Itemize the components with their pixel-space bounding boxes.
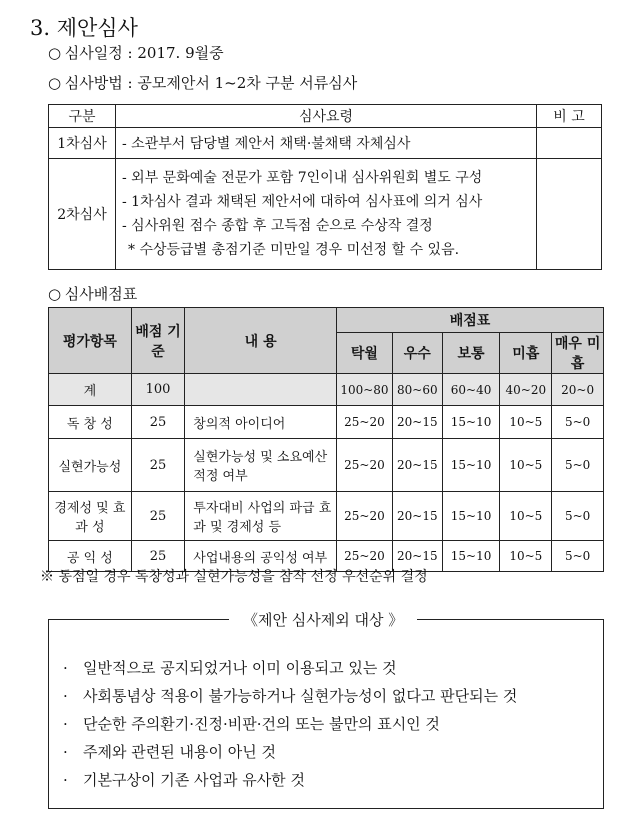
schedule-line (48, 42, 224, 63)
section-number: 3. (30, 16, 51, 40)
exclusion-list (63, 654, 517, 794)
score-range: 20~15 (392, 439, 442, 492)
dot-bullet-icon: · (63, 659, 68, 677)
score-range: 20~15 (392, 541, 442, 572)
review-item: - 1차심사 결과 채택된 제안서에 대하여 심사표에 의거 심사 (122, 194, 483, 210)
list-item-text: 사회통념상 적용이 불가능하거나 실현가능성이 없다고 판단되는 것 (83, 687, 518, 705)
list-item-text: 일반적으로 공지되었거나 이미 이용되고 있는 것 (83, 659, 397, 677)
list-item (63, 738, 517, 766)
review-stage: 2차심사 (49, 159, 116, 270)
total-range: 20~0 (552, 374, 604, 406)
review-item: - 소관부서 담당별 제안서 채택·불채택 자체심사 (122, 136, 411, 152)
score-range: 15~10 (442, 492, 500, 541)
score-range: 10~5 (500, 492, 552, 541)
section-title (30, 12, 138, 42)
score-heading (48, 283, 137, 304)
total-content (185, 374, 337, 406)
exclusion-box (48, 611, 604, 809)
score-range: 20~15 (392, 406, 442, 439)
review-row-1 (49, 128, 602, 159)
score-table (48, 307, 604, 572)
score-row (49, 406, 604, 439)
exclusion-title: 《제안 심사제외 대상 》 (229, 609, 417, 630)
score-heading-label: 심사배점표 (64, 285, 138, 303)
grade-excellent: 탁월 (337, 333, 393, 374)
score-range: 25~20 (337, 406, 393, 439)
review-note (537, 128, 602, 159)
list-item (63, 682, 517, 710)
score-range: 20~15 (392, 492, 442, 541)
review-row-2 (49, 159, 602, 270)
review-item: - 심사위원 점수 종합 후 고득점 순으로 수상작 결정 (122, 218, 433, 234)
score-range: 10~5 (500, 406, 552, 439)
score-range: 5~0 (552, 541, 604, 572)
list-item (63, 766, 517, 794)
score-range: 5~0 (552, 439, 604, 492)
list-item (63, 710, 517, 738)
total-range: 60~40 (442, 374, 500, 406)
score-header-row-1 (49, 308, 604, 333)
score-item: 독 창 성 (49, 406, 132, 439)
review-item: - 외부 문화예술 전문가 포함 7인이내 심사위원회 별도 구성 (122, 170, 483, 186)
score-range: 25~20 (337, 439, 393, 492)
dot-bullet-icon: · (63, 687, 68, 705)
score-range: 5~0 (552, 406, 604, 439)
score-item: 실현가능성 (49, 439, 132, 492)
grade-good: 우수 (392, 333, 442, 374)
list-item (63, 654, 517, 682)
score-points: 25 (131, 406, 185, 439)
method-line (48, 72, 357, 93)
score-range: 15~10 (442, 541, 500, 572)
score-range: 15~10 (442, 439, 500, 492)
schedule-separator: : (127, 44, 133, 62)
score-content: 창의적 아이디어 (185, 406, 337, 439)
grade-poor: 미흡 (500, 333, 552, 374)
score-header-item: 평가항목 (49, 308, 132, 374)
score-header-score: 배점표 (337, 308, 604, 333)
review-table-header (49, 105, 602, 128)
score-header-points: 배점 기준 (131, 308, 185, 374)
review-items (116, 159, 537, 270)
score-item: 공 익 성 (49, 541, 132, 572)
list-item-text: 단순한 주의환기·진정·비판·건의 또는 불만의 표시인 것 (83, 715, 440, 733)
total-range: 40~20 (500, 374, 552, 406)
score-points: 25 (131, 439, 185, 492)
total-item: 계 (49, 374, 132, 406)
review-items (116, 128, 537, 159)
score-total-row (49, 374, 604, 406)
review-header-note: 비 고 (537, 105, 602, 128)
total-range: 80~60 (392, 374, 442, 406)
dot-bullet-icon: · (63, 771, 68, 789)
review-header-stage: 구분 (49, 105, 116, 128)
grade-average: 보통 (442, 333, 500, 374)
score-content: 실현가능성 및 소요예산 적정 여부 (185, 439, 337, 492)
score-range: 10~5 (500, 439, 552, 492)
score-content: 투자대비 사업의 파급 효과 및 경제성 등 (185, 492, 337, 541)
list-item-text: 기본구상이 기존 사업과 유사한 것 (83, 771, 305, 789)
score-range: 10~5 (500, 541, 552, 572)
score-item: 경제성 및 효 과 성 (49, 492, 132, 541)
score-points: 25 (131, 541, 185, 572)
score-row (49, 492, 604, 541)
score-points: 25 (131, 492, 185, 541)
review-stage: 1차심사 (49, 128, 116, 159)
method-separator: : (127, 74, 133, 92)
method-value: 공모제안서 1~2차 구분 서류심사 (137, 74, 358, 92)
dot-bullet-icon: · (63, 743, 68, 761)
review-header-method: 심사요령 (116, 105, 537, 128)
score-range: 25~20 (337, 492, 393, 541)
circle-bullet-icon: ○ (48, 44, 62, 62)
circle-bullet-icon: ○ (48, 74, 62, 92)
score-range: 5~0 (552, 492, 604, 541)
schedule-value: 2017. 9월중 (137, 44, 224, 62)
score-row (49, 439, 604, 492)
grade-very-poor: 매우 미흡 (552, 333, 604, 374)
tie-break-note: ※ 동점일 경우 독창성과 실현가능성을 참작 선정 우선순위 결정 (40, 569, 428, 585)
review-item-note: * 수상등급별 총점기준 미만일 경우 미선정 할 수 있음. (128, 242, 460, 258)
score-content: 사업내용의 공익성 여부 (185, 541, 337, 572)
total-points: 100 (131, 374, 185, 406)
section-title-text: 제안심사 (56, 16, 138, 40)
review-table (48, 104, 602, 270)
circle-bullet-icon: ○ (48, 285, 62, 303)
schedule-label: 심사일정 (64, 44, 123, 62)
method-label: 심사방법 (64, 74, 123, 92)
total-range: 100~80 (337, 374, 393, 406)
list-item-text: 주제와 관련된 내용이 아닌 것 (83, 743, 276, 761)
score-header-content: 내 용 (185, 308, 337, 374)
score-range: 15~10 (442, 406, 500, 439)
review-note (537, 159, 602, 270)
dot-bullet-icon: · (63, 715, 68, 733)
score-range: 25~20 (337, 541, 393, 572)
